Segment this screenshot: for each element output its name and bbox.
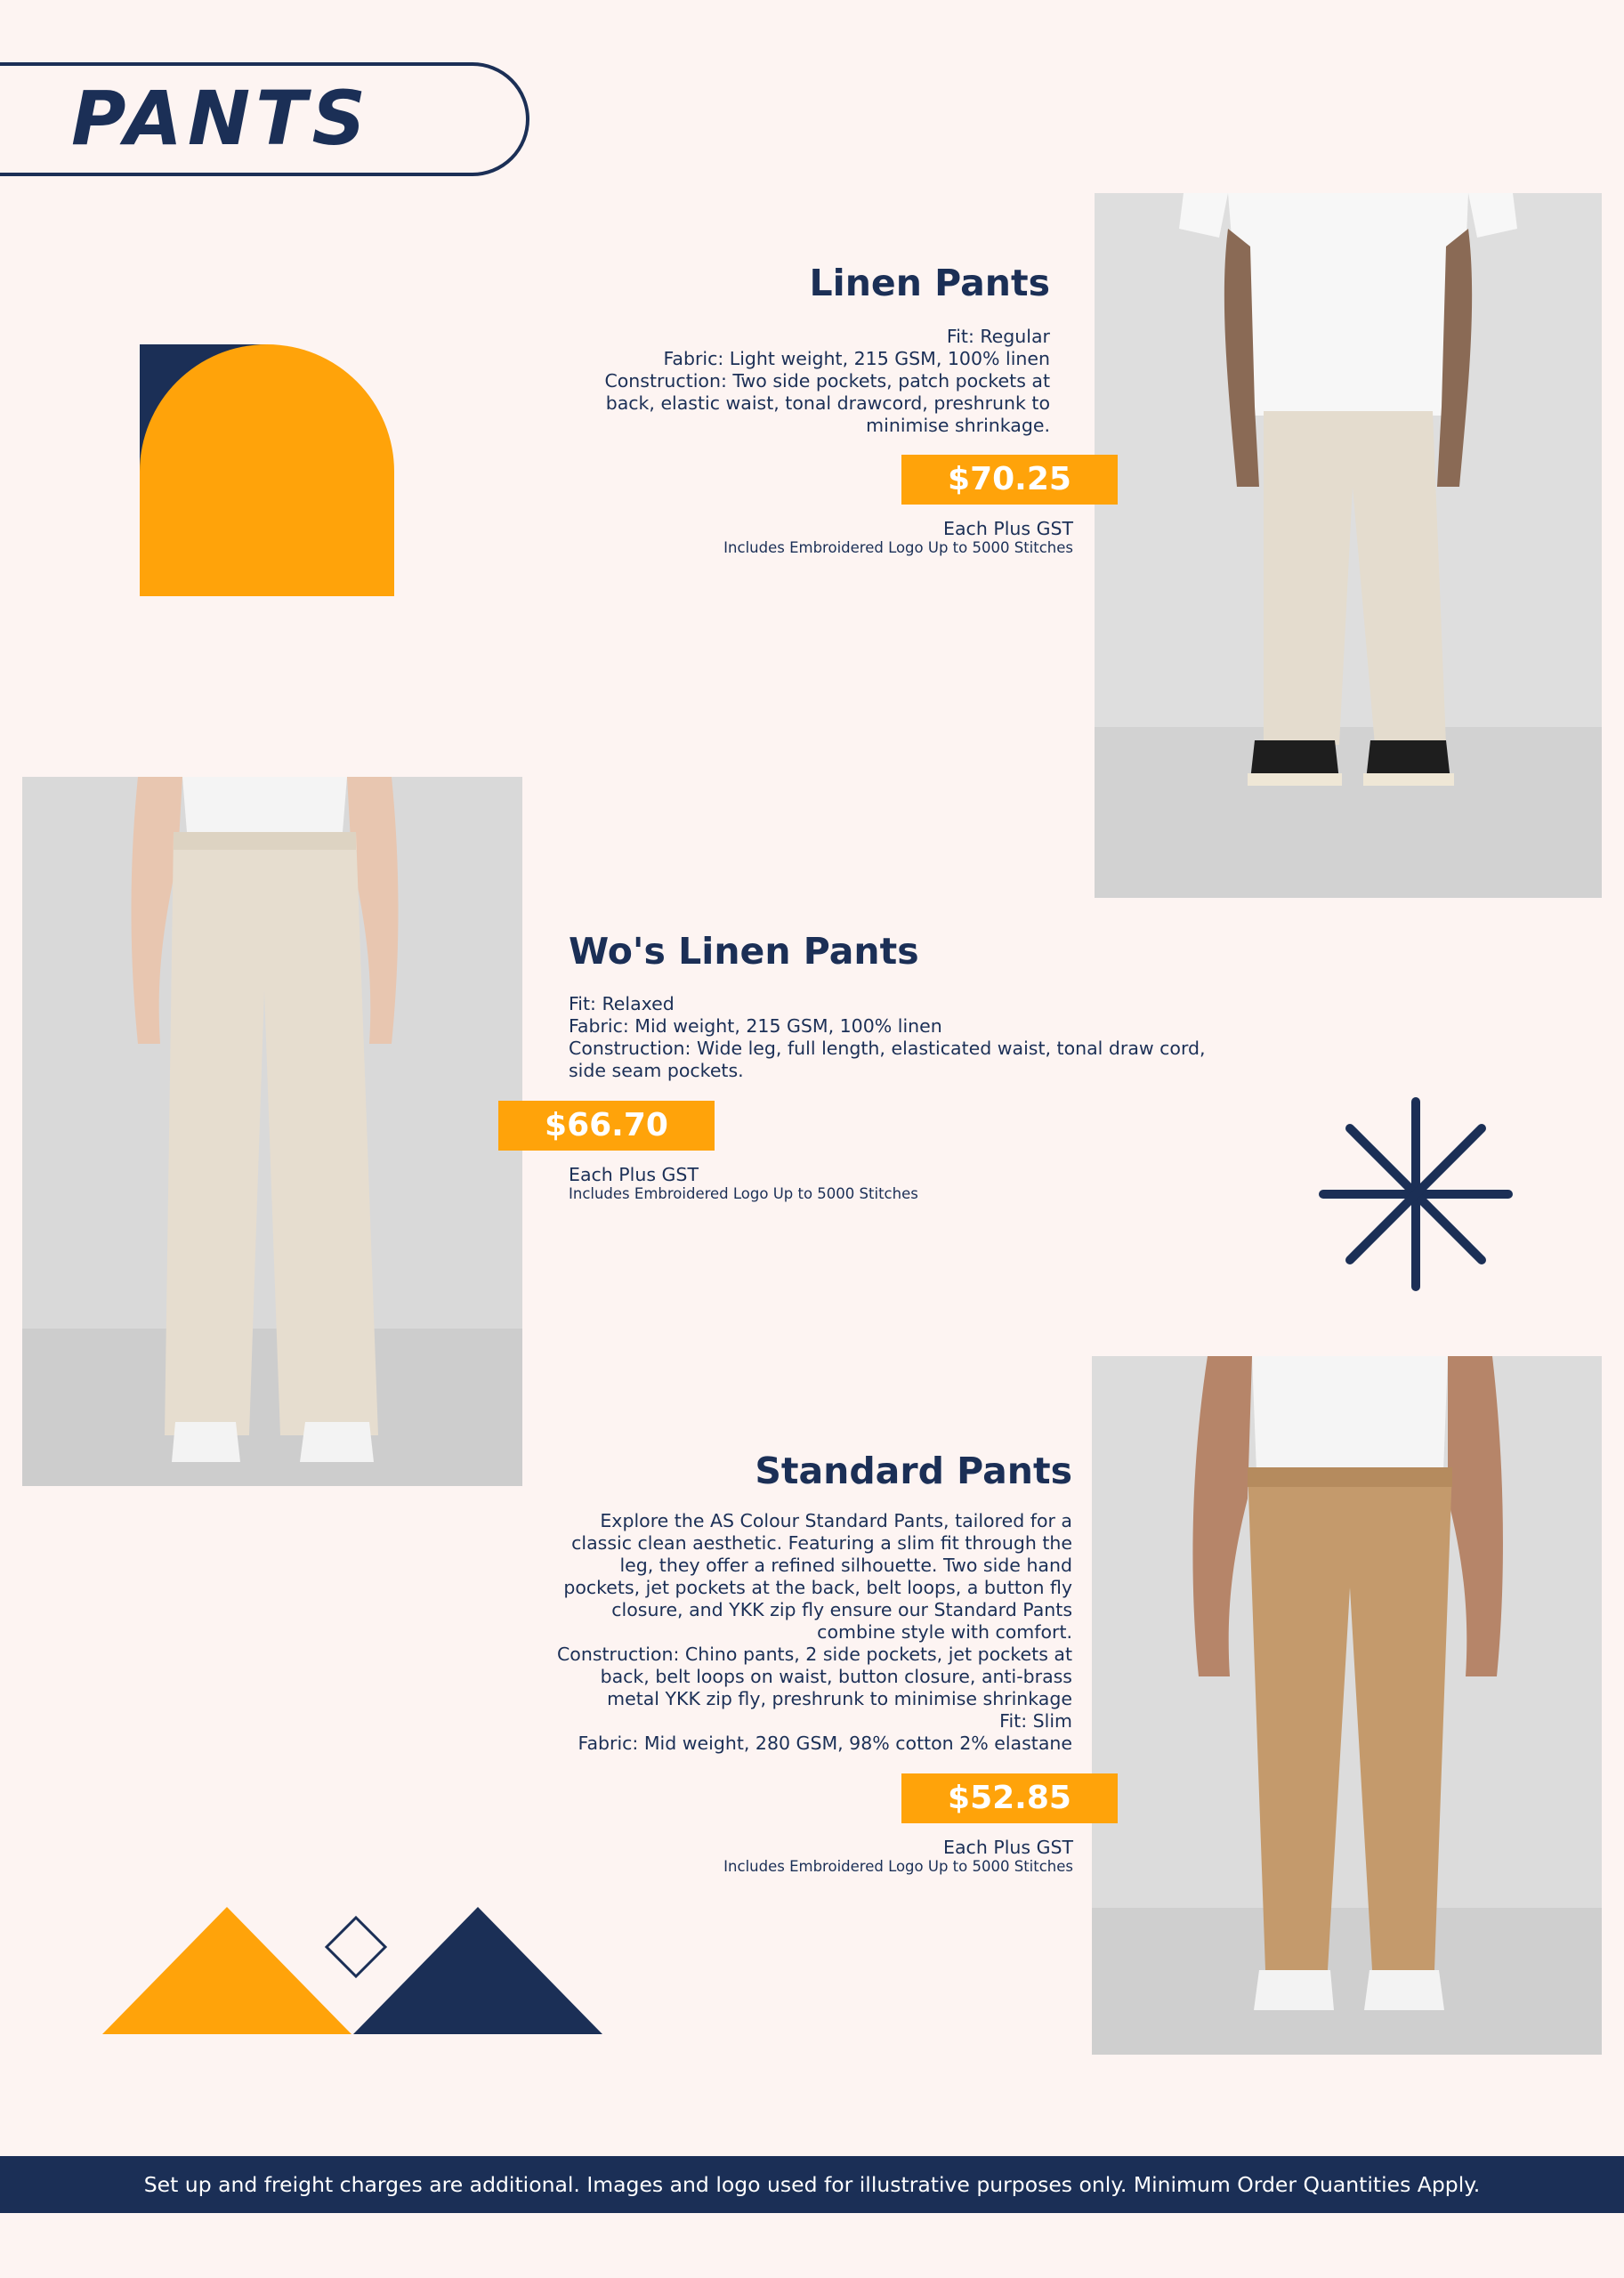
product-title-linen-pants: Linen Pants (809, 262, 1050, 304)
desc-line: leg, they offer a refined silhouette. Two side hand (619, 1555, 1072, 1576)
man-linen-pants-photo (1095, 193, 1602, 898)
price-tag-linen-pants: $70.25 (901, 455, 1118, 505)
price-tag-wos-linen-pants: $66.70 (498, 1101, 715, 1151)
desc-line: Fabric: Light weight, 215 GSM, 100% linen (663, 348, 1050, 369)
desc-line: back, belt loops on waist, button closure, anti-brass (600, 1666, 1072, 1687)
arch-decoration (140, 344, 394, 596)
desc-line: pockets, jet pockets at the back, belt loops, a button fly (563, 1577, 1072, 1598)
logo-note: Includes Embroidered Logo Up to 5000 Stitches (723, 1858, 1073, 1875)
desc-line: Fit: Relaxed (569, 993, 675, 1014)
desc-line: Construction: Two side pockets, patch pockets at (604, 370, 1050, 392)
desc-line: side seam pockets. (569, 1060, 744, 1081)
desc-line: closure, and YKK zip fly ensure our Standard Pants (611, 1599, 1072, 1620)
triangles-decoration (102, 1904, 605, 2038)
logo-note: Includes Embroidered Logo Up to 5000 Stitches (569, 1185, 918, 1202)
page-title: PANTS (71, 75, 371, 162)
price-note: Each Plus GST (943, 518, 1073, 539)
desc-line: minimise shrinkage. (866, 415, 1050, 436)
desc-line: combine style with comfort. (817, 1621, 1072, 1643)
asterisk-decoration (1319, 1097, 1513, 1291)
product-title-wos-linen-pants: Wo's Linen Pants (569, 930, 919, 973)
price-note: Each Plus GST (943, 1837, 1073, 1858)
product-desc-standard-pants (481, 1510, 1072, 1755)
desc-line: Construction: Wide leg, full length, elasticated waist, tonal draw cord, (569, 1038, 1206, 1059)
desc-line: back, elastic waist, tonal drawcord, preshrunk to (605, 392, 1050, 414)
price-tag-standard-pants: $52.85 (901, 1773, 1118, 1823)
price-note: Each Plus GST (569, 1164, 699, 1185)
man-chino-pants-photo (1092, 1356, 1602, 2055)
desc-line: Explore the AS Colour Standard Pants, tailored for a (600, 1510, 1072, 1531)
footer-disclaimer: Set up and freight charges are additional. Images and logo used for illustrative purposes only. Minimum Order Quantities Apply. (0, 2156, 1624, 2213)
desc-line: Fabric: Mid weight, 215 GSM, 100% linen (569, 1015, 942, 1037)
desc-line: Fit: Regular (946, 326, 1050, 347)
product-desc-wos-linen-pants (569, 993, 1281, 1082)
desc-line: classic clean aesthetic. Featuring a slim fit through the (571, 1532, 1072, 1554)
woman-linen-pants-photo (22, 777, 522, 1486)
desc-line: metal YKK zip fly, preshrunk to minimise shrinkage (607, 1688, 1072, 1709)
desc-line: Construction: Chino pants, 2 side pockets, jet pockets at (556, 1644, 1072, 1665)
desc-line: Fit: Slim (999, 1710, 1072, 1732)
desc-line: Fabric: Mid weight, 280 GSM, 98% cotton 2% elastane (578, 1733, 1072, 1754)
product-title-standard-pants: Standard Pants (755, 1450, 1072, 1492)
logo-note: Includes Embroidered Logo Up to 5000 Stitches (723, 539, 1073, 556)
product-desc-linen-pants (498, 326, 1050, 437)
